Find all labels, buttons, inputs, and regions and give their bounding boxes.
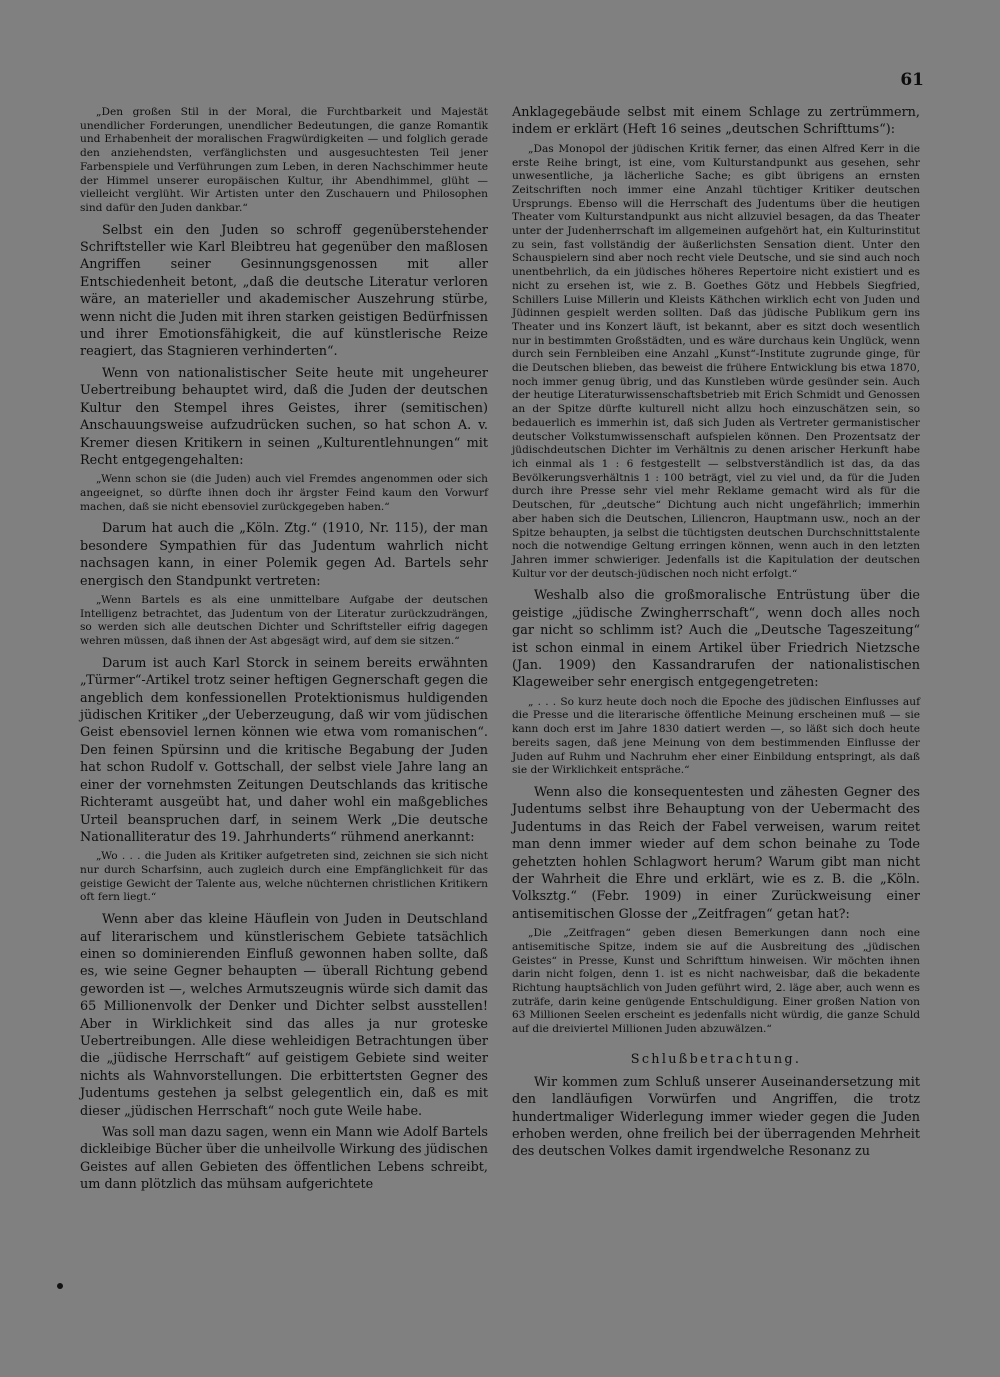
block-quote: „Wenn schon sie (die Juden) auch viel Fremdes angenommen oder sich angeeignet, so dürfte ihnen doch ihr ärgster Feind kaum den Vorwurf machen, daß sie nicht ebensoviel zurückgegeben haben.“ [80,473,488,513]
block-quote: „Das Monopol der jüdischen Kritik ferner, das einen Alfred Kerr in die erste Reihe bringt, ist eine, vom Kulturstandpunkt aus gesehen, sehr unwesentliche, ja lächerliche Sache; es gibt übrigens an ernsten Zeitschriften noch immer eine Anzahl tüchtiger Kritiker deutschen Ursprungs. Ebenso will die Herrschaft des Judentums über die heutigen Theater vom Kulturstandpunkt aus nicht allzuviel besagen, da das Theater unter der Judenherrschaft im allgemeinen aufgehört hat, ein Kulturinstitut zu sein, fast vollständig der äußerlichsten Sensation dient. Unter den Schauspielern sind aber noch recht viele Deutsche, und sie sind auch noch unentbehrlich, da ein jüdisches höheres Repertoire nicht existiert und es nicht zu ersehen ist, wie z. B. Goethes Götz und Hebbels Siegfried, Schillers Luise Millerin und Kleists Käthchen wirklich echt von Juden und Jüdinnen gespielt werden sollten. Daß das jüdische Publikum gern ins Theater und ins Konzert läuft, ist bekannt, aber es sitzt doch wesentlich nur in bestimmten Großstädten, und es wäre durchaus kein Unglück, wenn durch sein Fernbleiben eine Anzahl „Kunst“-Institute zugrunde ginge, für die Deutschen blieben, das beweist die frühere Entwicklung bis etwa 1870, noch immer genug übrig, und das Kunstleben würde gesünder sein. Auch der heutige Literaturwissenschaftsbetrieb mit Erich Schmidt und Genossen an der Spitze dürfte kulturell nicht allzu hoch einzuschätzen sein, so bedauerlich es immerhin ist, daß sich Juden als Vertreter germanistischer deutscher Volkstumwissenschaft aufspielen können. Den Prozentsatz der jüdischdeutschen Dichter im Verhältnis zu denen arischer Herkunft habe ich einmal als 1 : 6 festgestellt — selbstverständlich ist das, da das Bevölkerungsverhältnis 1 : 100 beträgt, viel zu viel und, da für die Juden durch ihre Presse sehr viel mehr Reklame gemacht wird als für die Deutschen, für „deutsche“ Dichtung auch nicht ungefährlich; immerhin aber haben sich die Deutschen, Liliencron, Hauptmann usw., noch an der Spitze behaupten, ja selbst die tüchtigsten deutschen Durchschnittstalente noch die notwendige Geltung erringen können, wenn auch in den letzten Jahren immer schwieriger. Jedenfalls ist die Kapitulation der deutschen Kultur vor der deutsch-jüdischen noch nicht erfolgt.“ [512,142,920,580]
paragraph: Darum ist auch Karl Storck in seinem bereits erwähnten „Türmer“-Artikel trotz seiner heftigen Gegnerschaft gegen die angeblich dem konfessionellen Protektionismus huldigenden jüdischen Kritiker „der Ueberzeugung, daß wir vom jüdischen Geist ebensoviel lernen können wie etwa vom romanischen“. Den feinen Spürsinn und die kritische Begabung der Juden hat schon Rudolf v. Gottschall, der selbst viele Jahre lang an einer der vornehmsten Zeitungen Deutschlands das kritische Richteramt ausgeübt hat, und daher wohl ein maßgebliches Urteil beanspruchen darf, in seinem Werk „Die deutsche Nationalliteratur des 19. Jahrhunderts“ rühmend anerkannt: [80,655,488,845]
paragraph: Wenn also die konsequentesten und zähesten Gegner des Judentums selbst ihre Behauptung von der Uebermacht des Judentums in das Reich der Fabel verweisen, warum reitet man denn immer wieder auf dem schon beinahe zu Tode gehetzten hohlen Schlagwort herum? Warum gibt man nicht der Wahrheit die Ehre und erklärt, wie es z. B. die „Köln. Volksztg.“ (Febr. 1909) in einer Zurückweisung einer antisemitischen Glosse der „Zeitfragen“ getan hat?: [512,784,920,922]
paragraph: Selbst ein den Juden so schroff gegenüberstehender Schriftsteller wie Karl Bleibtreu hat gegenüber den maßlosen Angriffen seiner Gesinnungsgenossen mit aller Entschiedenheit betont, „daß die deutsche Literatur verloren wäre, an materieller und akademischer Auszehrung stürbe, wenn nicht die Juden mit ihren starken geistigen Bedürfnissen und ihrer Emotionsfähigkeit, die auf künstlerische Reize reagiert, das Stagnieren verhinderten“. [80,222,488,360]
paragraph: Wenn von nationalistischer Seite heute mit ungeheurer Uebertreibung behauptet wird, daß die Juden der deutschen Kultur den Stempel ihres Geistes, ihrer (semitischen) Anschauungsweise aufzudrücken suchen, so hat schon A. v. Kremer diesen Kritikern in seinen „Kulturentlehnungen“ mit Recht entgegengehalten: [80,365,488,468]
block-quote: „Wenn Bartels es als eine unmittelbare Aufgabe der deutschen Intelligenz betrachtet, das Judentum von der Literatur zurückzudrängen, so werden sich alle deutschen Dichter und Schriftsteller eifrig dagegen wehren müssen, daß ihnen der Ast abgesägt wird, auf dem sie sitzen.“ [80,594,488,648]
block-quote: „Wo . . . die Juden als Kritiker aufgetreten sind, zeichnen sie sich nicht nur durch Scharfsinn, auch zugleich durch eine Empfänglichkeit für das geistige Gewicht der Talente aus, welche nüchternen christlichen Kritikern oft fern liegt.“ [80,850,488,904]
paragraph: Wenn aber das kleine Häuflein von Juden in Deutschland auf literarischem und künstlerischem Gebiete tatsächlich einen so dominierenden Einfluß gewonnen haben sollte, daß es, wie seine Gegner behaupten — überall Richtung gebend geworden ist —, welches Armutszeugnis würde sich damit das 65 Millionenvolk der Denker und Dichter selbst ausstellen! Aber in Wirklichkeit sind das alles ja nur groteske Uebertreibungen. Alle diese wehleidigen Betrachtungen über die „jüdische Herrschaft“ auf geistigem Gebiete sind weiter nichts als Wahnvorstellungen. Die erbittertsten Gegner des Judentums gestehen ja selbst gelegentlich ein, daß es mit dieser „jüdischen Herrschaft“ noch gute Weile habe. [80,912,488,1119]
right-column [512,104,920,1165]
paragraph: Was soll man dazu sagen, wenn ein Mann wie Adolf Bartels dickleibige Bücher über die unheilvolle Wirkung des jüdischen Geistes auf allen Gebieten des öffentlichen Lebens schreibt, um dann plötzlich das mühsam aufgerichtete [80,1125,488,1193]
block-quote: „Den großen Stil in der Moral, die Furchtbarkeit und Majestät unendlicher Forderungen, unendlicher Bedeutungen, die ganze Romantik und Erhabenheit der moralischen Fragwürdigkeiten — und folglich gerade den anziehendsten, verfänglichsten und ausgesuchtesten Teil jener Farbenspiele und Verführungen zum Leben, in deren Nachschimmer heute der Himmel unserer europäischen Kultur, ihr Abendhimmel, glüht — vielleicht verglüht. Wir Artisten unter den Zuschauern und Philosophen sind dafür den Juden dankbar.“ [80,106,488,214]
section-heading: Schlußbetrachtung. [630,1051,802,1067]
paragraph: Wir kommen zum Schluß unserer Auseinandersetzung mit den landläufigen Vorwürfen und Angriffen, die trotz hundertmaliger Widerlegung immer wieder gegen die Juden erhoben werden, ohne freilich bei der überragenden Mehrheit des deutschen Volkes damit irgendwelche Resonanz zu [512,1074,920,1160]
paragraph: Weshalb also die großmoralische Entrüstung über die geistige „jüdische Zwingherrschaft“, wenn doch alles noch gar nicht so schlimm ist? Auch die „Deutsche Tageszeitung“ ist schon einmal in einem Artikel über Friedrich Nietzsche (Jan. 1909) den Kassandrarufen der nationalistischen Klageweiber sehr energisch entgegengetreten: [512,588,920,691]
paragraph: Anklagegebäude selbst mit einem Schlage zu zertrümmern, indem er erklärt (Heft 16 seines „deutschen Schrifttums“): [512,105,920,138]
margin-dot [57,1283,63,1289]
block-quote: „ . . . So kurz heute doch noch die Epoche des jüdischen Einflusses auf die Presse und die literarische öffentliche Meinung erscheinen muß — sie kann doch erst im Jahre 1830 datiert werden —, so läßt sich doch heute bereits sagen, daß jene Meinung von dem bestimmenden Einflusse der Juden auf Ruhm und Nachruhm eher einer Einbildung entspringt, als daß sie der Wirklichkeit entspräche.“ [512,695,920,777]
block-quote: „Die „Zeitfragen“ geben diesen Bemerkungen dann noch eine antisemitische Spitze, indem sie auf die Ausbreitung des „jüdischen Geistes“ in Presse, Kunst und Schrifttum hinweisen. Wir möchten ihnen darin nicht folgen, denn 1. ist es nicht nachweisbar, daß die bekadente Richtung hauptsächlich von Juden geführt wird, 2. läge aber, auch wenn es zuträfe, darin keine genügende Entschuldigung. Einer großen Nation von 63 Millionen Seelen erscheint es jedenfalls nicht würdig, die ganze Schuld auf die dreiviertel Millionen Juden abzuwälzen.“ [512,927,920,1036]
page-number: 61 [900,70,924,90]
paragraph: Darum hat auch die „Köln. Ztg.“ (1910, Nr. 115), der man besondere Sympathien für das Judentum wahrlich nicht nachsagen kann, in einer Polemik gegen Ad. Bartels sehr energisch den Standpunkt vertreten: [80,521,488,589]
left-column [80,104,488,1198]
